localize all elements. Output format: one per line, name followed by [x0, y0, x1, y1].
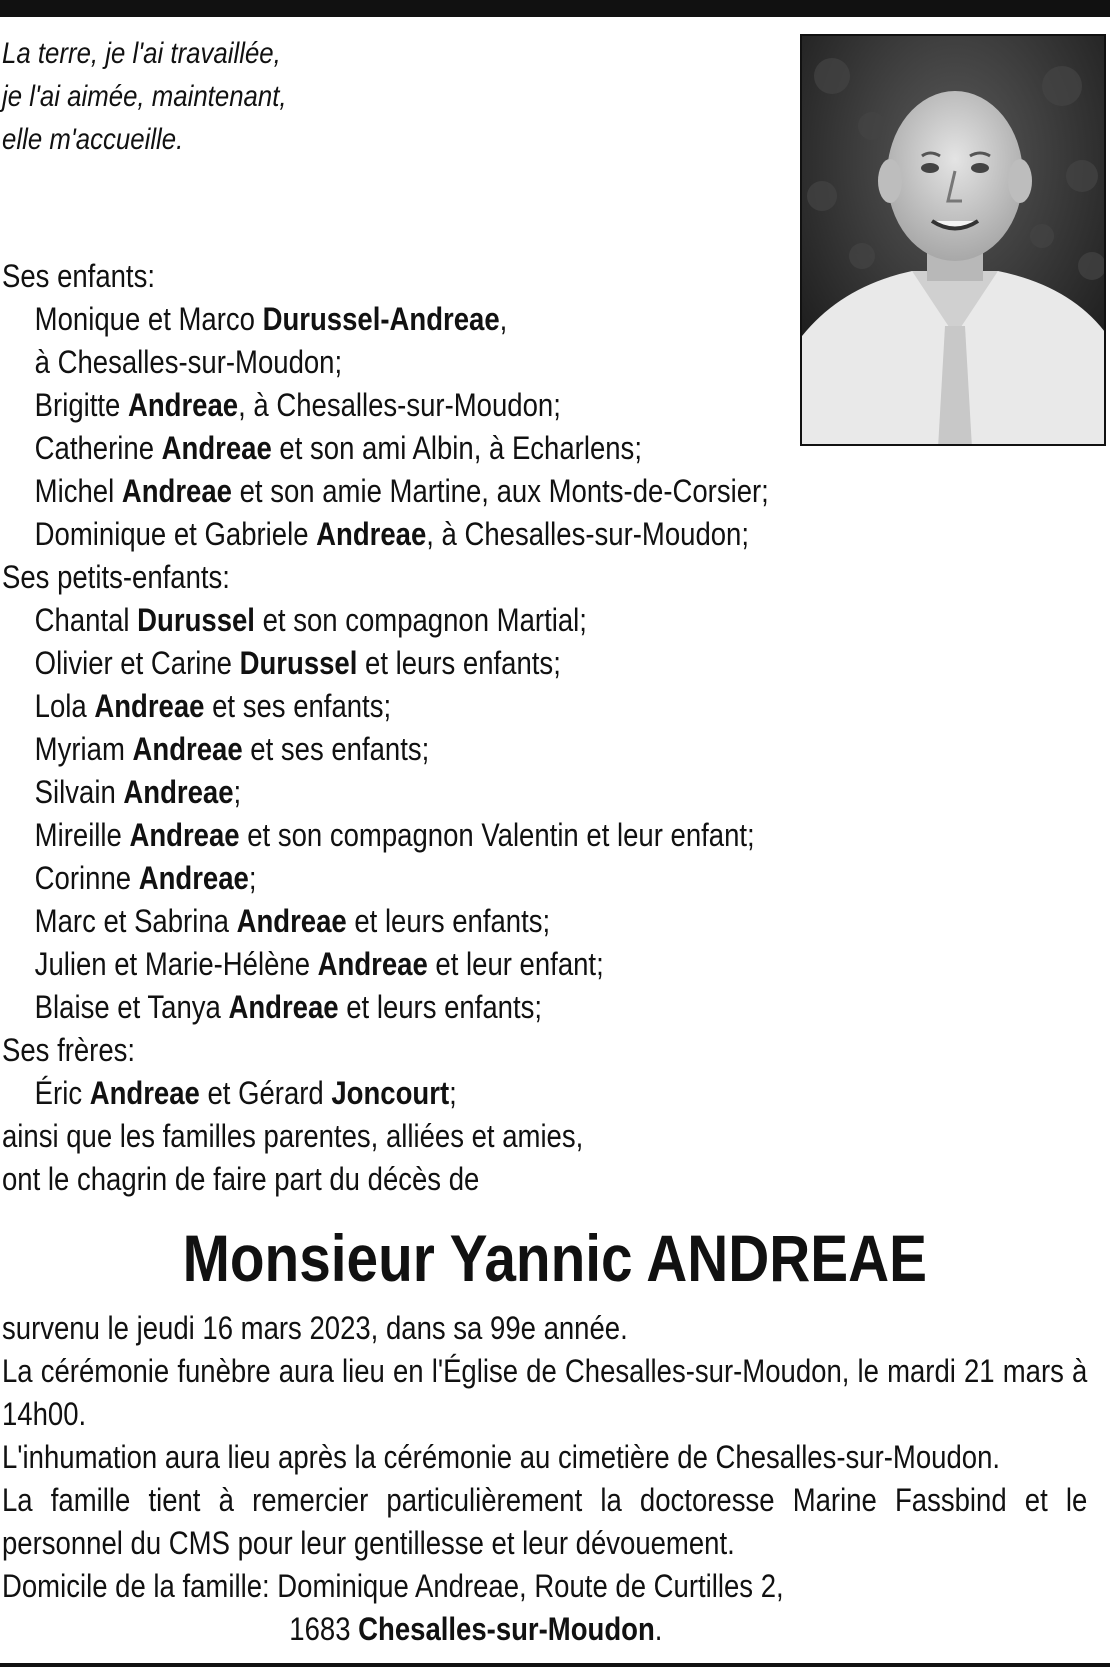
text: et son compagnon Valentin et leur enfant; — [239, 817, 755, 853]
closing-line: ont le chagrin de faire part du décès de — [2, 1161, 480, 1197]
list-item — [2, 599, 769, 642]
text: et leurs enfants; — [346, 903, 551, 939]
text: et Gérard — [199, 1075, 332, 1111]
town: Chesalles-sur-Moudon — [358, 1611, 655, 1647]
surname: Andreae — [236, 903, 347, 939]
surname: Andreae — [138, 860, 249, 896]
list-item — [2, 642, 769, 685]
text: Myriam — [34, 731, 133, 767]
portrait-photo-icon — [802, 36, 1106, 446]
list-item — [2, 857, 769, 900]
list-item — [2, 943, 769, 986]
surname: Andreae — [127, 387, 239, 423]
thanks-notice: La famille tient à remercier particulièrement la doctoresse Marine Fassbind et le personnel du CMS pour leur gentillesse et leur dévouement. — [2, 1482, 1088, 1561]
surname: Andreae — [161, 430, 272, 466]
surname: Andreae — [228, 989, 339, 1025]
top-rule — [0, 0, 1110, 17]
text: Marc et Sabrina — [34, 903, 237, 939]
surname: Andreae — [94, 688, 205, 724]
surname: Joncourt — [331, 1075, 450, 1111]
surname: Andreae — [317, 946, 428, 982]
surname: Andreae — [121, 473, 232, 509]
text: Michel — [34, 473, 122, 509]
text: et ses enfants; — [204, 688, 392, 724]
brothers-heading: Ses frères: — [2, 1032, 136, 1068]
list-item — [2, 298, 769, 341]
list-item — [2, 771, 769, 814]
text: Éric — [34, 1075, 90, 1111]
text: et ses enfants; — [242, 731, 430, 767]
surname: Durussel — [239, 645, 358, 681]
text: Catherine — [34, 430, 162, 466]
list-item — [2, 341, 769, 384]
list-item — [2, 470, 769, 513]
surname: Andreae — [316, 516, 427, 552]
surname: Andreae — [129, 817, 240, 853]
text: Brigitte — [34, 387, 128, 423]
text: et leurs enfants; — [357, 645, 561, 681]
grandchildren-heading: Ses petits-enfants: — [2, 559, 230, 595]
list-item — [2, 513, 769, 556]
text: Mireille — [34, 817, 130, 853]
text: , à Chesalles-sur-Moudon; — [238, 387, 561, 423]
list-item — [2, 900, 769, 943]
text: Corinne — [34, 860, 139, 896]
text: , à Chesalles-sur-Moudon; — [426, 516, 750, 552]
text: , — [499, 301, 508, 337]
list-item — [2, 1072, 769, 1115]
list-item — [2, 986, 769, 1029]
text: ; — [248, 860, 257, 896]
list-item — [2, 814, 769, 857]
text: Chantal — [34, 602, 138, 638]
deceased-name-text: Monsieur Yannic ANDREAE — [182, 1221, 928, 1295]
surname: Andreae — [132, 731, 243, 767]
text: Julien et Marie-Hélène — [34, 946, 318, 982]
text: Monique et Marco — [34, 301, 263, 337]
epigraph — [2, 32, 287, 161]
surname: Andreae — [89, 1075, 200, 1111]
deceased-name — [0, 1218, 1110, 1298]
epigraph-line: elle m'accueille. — [2, 123, 184, 156]
portrait-photo — [800, 34, 1106, 446]
text: et son compagnon Martial; — [254, 602, 587, 638]
epigraph-line: La terre, je l'ai travaillée, — [2, 37, 281, 70]
text: et leur enfant; — [427, 946, 604, 982]
text: Lola — [34, 688, 95, 724]
bottom-rule — [0, 1663, 1110, 1667]
text: à Chesalles-sur-Moudon; — [34, 344, 343, 380]
epigraph-line: je l'ai aimée, maintenant, — [2, 80, 287, 113]
text: et son ami Albin, à Echarlens; — [271, 430, 642, 466]
death-notice: survenu le jeudi 16 mars 2023, dans sa 99e année. — [2, 1310, 628, 1346]
burial-notice: L'inhumation aura lieu après la cérémonie au cimetière de Chesalles-sur-Moudon. — [2, 1439, 1001, 1475]
children-heading: Ses enfants: — [2, 258, 155, 294]
text: Silvain — [34, 774, 124, 810]
surname: Andreae — [123, 774, 234, 810]
text: et son amie Martine, aux Monts-de-Corsier; — [231, 473, 769, 509]
list-item — [2, 728, 769, 771]
surname: Durussel-Andreae — [262, 301, 500, 337]
list-item — [2, 427, 769, 470]
text: . — [654, 1611, 663, 1647]
address-line — [2, 1608, 1087, 1651]
family-list — [2, 255, 769, 1201]
details — [2, 1307, 1087, 1651]
ceremony-notice: La cérémonie funèbre aura lieu en l'Église de Chesalles-sur-Moudon, le mardi 21 mars à 14h00. — [2, 1353, 1088, 1432]
surname: Durussel — [137, 602, 255, 638]
list-item — [2, 384, 769, 427]
text: ; — [449, 1075, 457, 1111]
text: ; — [233, 774, 242, 810]
text: et leurs enfants; — [338, 989, 543, 1025]
text: Blaise et Tanya — [34, 989, 229, 1025]
domicile-line: Domicile de la famille: Dominique Andreae, Route de Curtilles 2, — [2, 1568, 784, 1604]
closing-line: ainsi que les familles parentes, alliées et amies, — [2, 1118, 584, 1154]
text: Dominique et Gabriele — [34, 516, 317, 552]
postcode: 1683 — [289, 1611, 359, 1647]
text: Olivier et Carine — [34, 645, 240, 681]
list-item — [2, 685, 769, 728]
